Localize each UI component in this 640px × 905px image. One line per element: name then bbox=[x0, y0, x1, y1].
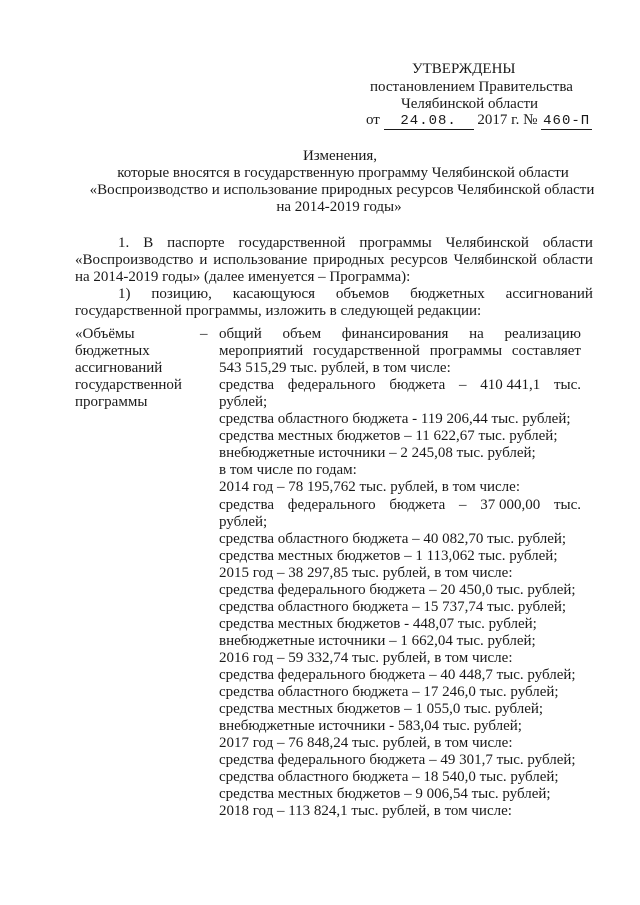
heading-line-2: которые вносятся в государственную программу Челябинской области bbox=[117, 165, 569, 181]
approval-from-label: от bbox=[366, 112, 380, 128]
table-right-line: средства областного бюджета – 15 737,74 тыс. рублей; bbox=[219, 598, 567, 615]
word: бюджетных bbox=[410, 285, 485, 302]
table-left-line: «Объёмы bbox=[75, 326, 135, 342]
word: составляет bbox=[511, 343, 581, 360]
word: использование bbox=[213, 251, 308, 268]
word: природных bbox=[313, 251, 385, 268]
word: федерального bbox=[287, 377, 376, 394]
intro-p1-line bbox=[75, 253, 593, 268]
word: реализацию bbox=[504, 326, 581, 342]
table-right-line: средства областного бюджета – 17 246,0 тыс. рублей; bbox=[219, 684, 559, 701]
intro-p2-last: государственной программы, изложить в следующей редакции: bbox=[75, 302, 482, 319]
intro-p1-last: на 2014-2019 годы» (далее именуется – Программа): bbox=[75, 268, 411, 285]
table-right-justified-line bbox=[219, 327, 581, 342]
word: В bbox=[143, 235, 154, 251]
table-right-line: рублей; bbox=[219, 513, 268, 530]
table-right-line: внебюджетные источники – 2 245,08 тыс. рублей; bbox=[219, 445, 536, 462]
table-right-line: рублей; bbox=[219, 394, 268, 411]
word: области bbox=[542, 251, 593, 268]
word: федерального bbox=[287, 496, 376, 513]
table-right-line: средства областного бюджета – 18 540,0 тыс. рублей; bbox=[219, 769, 559, 786]
table-right-line: средства областного бюджета – 40 082,70 тыс. рублей; bbox=[219, 530, 567, 547]
approval-line-1: постановлением Правительства bbox=[370, 79, 573, 95]
word: программы bbox=[359, 235, 432, 251]
table-right-line: 2017 год – 76 848,24 тыс. рублей, в том числе: bbox=[219, 735, 513, 752]
heading-line-3: «Воспроизводство и использование природных ресурсов Челябинской области bbox=[89, 182, 595, 198]
table-right-line: средства федерального бюджета – 40 448,7 тыс. рублей; bbox=[219, 667, 576, 683]
table-right-line: в том числе по годам: bbox=[219, 462, 357, 479]
word: объем bbox=[282, 326, 322, 342]
table-right-line: внебюджетные источники – 1 662,04 тыс. рублей; bbox=[219, 632, 536, 649]
word: позицию, bbox=[151, 285, 212, 302]
approval-year: 2017 г. № bbox=[477, 112, 538, 128]
word: «Воспроизводство bbox=[75, 251, 194, 268]
approval-date: 24.08. bbox=[384, 114, 474, 130]
table-right-line: 2014 год – 78 195,762 тыс. рублей, в том числе: bbox=[219, 479, 520, 496]
word: и bbox=[199, 251, 208, 268]
word: ресурсов bbox=[390, 251, 448, 268]
table-right-line: средства местных бюджетов - 448,07 тыс. рублей; bbox=[219, 615, 537, 632]
table-right-line: 2018 год – 113 824,1 тыс. рублей, в том числе: bbox=[219, 803, 512, 820]
word: мероприятий bbox=[219, 343, 304, 360]
word: тыс. bbox=[553, 496, 581, 513]
word: программы bbox=[429, 343, 503, 360]
word: средства bbox=[219, 496, 275, 513]
table-right-line: средства федерального бюджета – 49 301,7 тыс. рублей; bbox=[219, 752, 576, 769]
approval-date-line bbox=[366, 113, 592, 130]
word: ассигнований bbox=[505, 285, 593, 302]
word: области bbox=[542, 235, 593, 251]
table-left-line: бюджетных bbox=[75, 342, 150, 359]
table-right-line: средства местных бюджетов – 1 113,062 тыс. рублей; bbox=[219, 547, 558, 564]
word: государственной bbox=[313, 343, 420, 360]
word: паспорте bbox=[167, 235, 225, 251]
word: финансирования bbox=[341, 326, 449, 342]
table-right-justified-line bbox=[219, 378, 581, 393]
approval-title: УТВЕРЖДЕНЫ bbox=[412, 61, 516, 77]
table-right-line: 2016 год – 59 332,74 тыс. рублей, в том числе: bbox=[219, 649, 513, 666]
word: 37 000,00 bbox=[480, 496, 541, 513]
table-left-line: государственной bbox=[75, 376, 182, 393]
word: Челябинской bbox=[445, 235, 529, 251]
word: 410 441,1 bbox=[480, 377, 541, 394]
table-right-line: внебюджетные источники - 583,04 тыс. рублей; bbox=[219, 718, 522, 735]
table-right-line: средства областного бюджета - 119 206,44 тыс. рублей; bbox=[219, 411, 571, 428]
table-right-line: средства федерального бюджета – 20 450,0 тыс. рублей; bbox=[219, 581, 576, 598]
word: бюджета bbox=[389, 496, 446, 513]
word: бюджета bbox=[389, 377, 446, 394]
table-right-justified-line bbox=[219, 344, 581, 359]
word: общий bbox=[219, 326, 262, 342]
approval-line-2: Челябинской области bbox=[401, 96, 539, 112]
table-left-line: ассигнований bbox=[75, 359, 163, 376]
word: объемов bbox=[335, 285, 390, 302]
word: – bbox=[459, 496, 467, 513]
word: средства bbox=[219, 377, 275, 394]
approval-number: 460-П bbox=[543, 113, 591, 129]
heading-line-1: Изменения, bbox=[302, 148, 378, 164]
word: тыс. bbox=[553, 377, 581, 394]
word: Челябинской bbox=[453, 251, 537, 268]
table-right-line: средства местных бюджетов – 1 055,0 тыс. рублей; bbox=[219, 701, 544, 718]
word: на bbox=[469, 326, 484, 342]
table-dash: – bbox=[200, 326, 208, 342]
table-left-line: программы bbox=[75, 393, 148, 410]
table-right-line: средства местных бюджетов – 11 622,67 тыс. рублей; bbox=[219, 428, 558, 445]
word: государственной bbox=[238, 235, 346, 251]
intro-p2-line bbox=[118, 287, 593, 302]
table-right-line: средства местных бюджетов – 9 006,54 тыс. рублей; bbox=[219, 786, 551, 803]
word: – bbox=[459, 377, 467, 394]
heading-line-4: на 2014-2019 годы» bbox=[276, 199, 402, 215]
word: 1) bbox=[118, 285, 131, 302]
table-right-line: 543 515,29 тыс. рублей, в том числе: bbox=[219, 360, 451, 377]
word: касающуюся bbox=[232, 285, 316, 302]
table-right-justified-line bbox=[219, 498, 581, 513]
intro-p1-line bbox=[118, 236, 593, 251]
table-right-line: 2015 год – 38 297,85 тыс. рублей, в том числе: bbox=[219, 564, 513, 581]
word: 1. bbox=[118, 235, 130, 251]
